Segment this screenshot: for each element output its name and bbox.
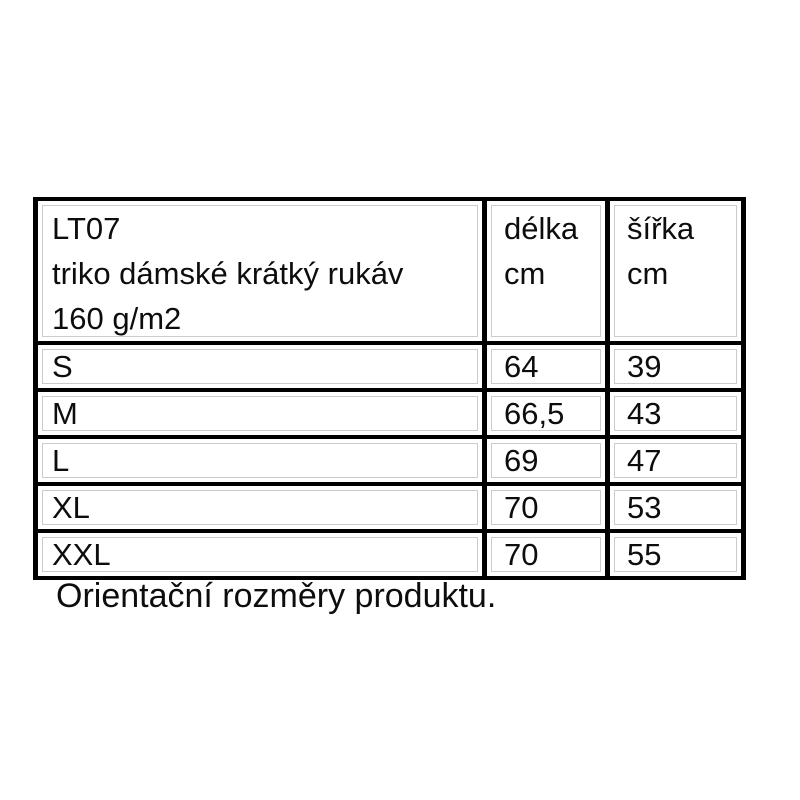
column-header-width-label: šířka [627,211,695,246]
table-row [36,390,744,437]
column-header-length [485,199,608,343]
length-value: 69 [485,437,608,484]
table-row [36,531,744,578]
size-label: L [36,437,485,484]
table-header-row [36,199,744,343]
size-table [33,197,746,580]
table-row [36,437,744,484]
size-label: S [36,343,485,390]
caption: Orientační rozměry produktu. [56,577,497,615]
table-row [36,343,744,390]
product-name: triko dámské krátký rukáv [52,256,404,291]
column-header-width-unit: cm [627,256,669,291]
width-value: 55 [608,531,744,578]
size-label: XXL [36,531,485,578]
product-code: LT07 [52,211,121,246]
length-value: 70 [485,484,608,531]
size-label: XL [36,484,485,531]
length-value: 70 [485,531,608,578]
product-info-cell [36,199,485,343]
length-value: 66,5 [485,390,608,437]
table-row [36,484,744,531]
column-header-width [608,199,744,343]
width-value: 43 [608,390,744,437]
width-value: 53 [608,484,744,531]
size-label: M [36,390,485,437]
column-header-length-label: délka [504,211,579,246]
length-value: 64 [485,343,608,390]
product-weight: 160 g/m2 [52,301,182,336]
width-value: 39 [608,343,744,390]
column-header-length-unit: cm [504,256,546,291]
width-value: 47 [608,437,744,484]
